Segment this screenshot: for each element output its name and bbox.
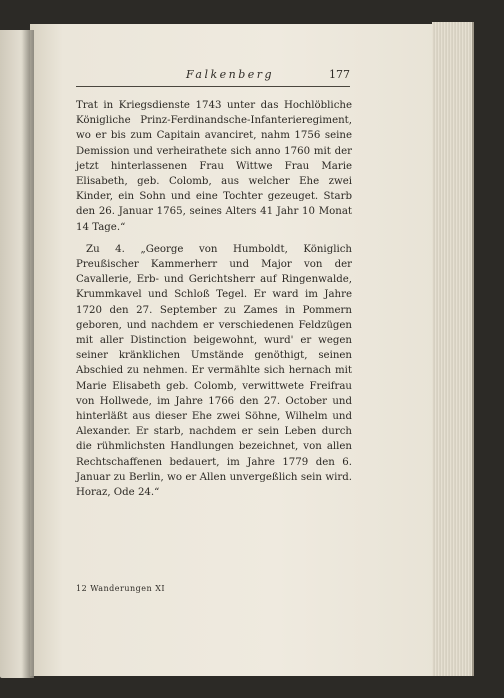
- page-block-edges: [432, 22, 474, 676]
- paragraph-1: Trat in Kriegsdienste 1743 unter das Hochlöbliche Königliche Prinz-Ferdinandsche-Infanterieregiment, wo er bis zum Capitain avanciret, nahm 1756 seine Demission und verheirathete sich anno 1760 mit der jetzt hinterlassenen Frau Wittwe Frau Marie Elisabeth, geb. Colomb, aus welcher Ehe zwei Kinder, ein Sohn und eine Tochter gezeuget. Starb den 26. Januar 1765, seines Alters 41 Jahr 10 Monat 14 Tage.“: [76, 100, 352, 233]
- paragraph-2: Zu 4. „George von Humboldt, Königlich Preußischer Kammerherr und Major von der Cavallerie, Erb- und Gerichtsherr auf Ringenwalde, Krummkavel und Schloß Tegel. Er ward im Jahre 1720 den 27. September zu Zames in Pommern geboren, und nachdem er verschiedenen Feldzügen mit aller Distinction beigewohnt, wurd' er wegen seiner kränklichen Umstände genöthigt, seinen Abschied zu nehmen. Er vermählte sich hernach mit Marie Elisabeth geb. Colomb, verwittwete Freifrau von Hollwede, im Jahre 1766 den 27. October und hinterläßt aus dieser Ehe zwei Söhne, Wilhelm und Alexander. Er starb, nachdem er sein Leben durch die rühmlichsten Handlungen bezeichnet, von allen Rechtschaffenen bedauert, im Jahre 1779 den 6. Januar zu Berlin, wo er Allen unvergeßlich sein wird. Horaz, Ode 24.“: [76, 243, 352, 499]
- page-header: [76, 68, 350, 87]
- running-head: Falkenberg: [186, 68, 275, 81]
- page-body: [76, 98, 352, 507]
- signature-footer: 12 Wanderungen XI: [76, 584, 166, 593]
- book-gutter-shadow: [22, 30, 34, 678]
- page-number: 177: [329, 68, 350, 81]
